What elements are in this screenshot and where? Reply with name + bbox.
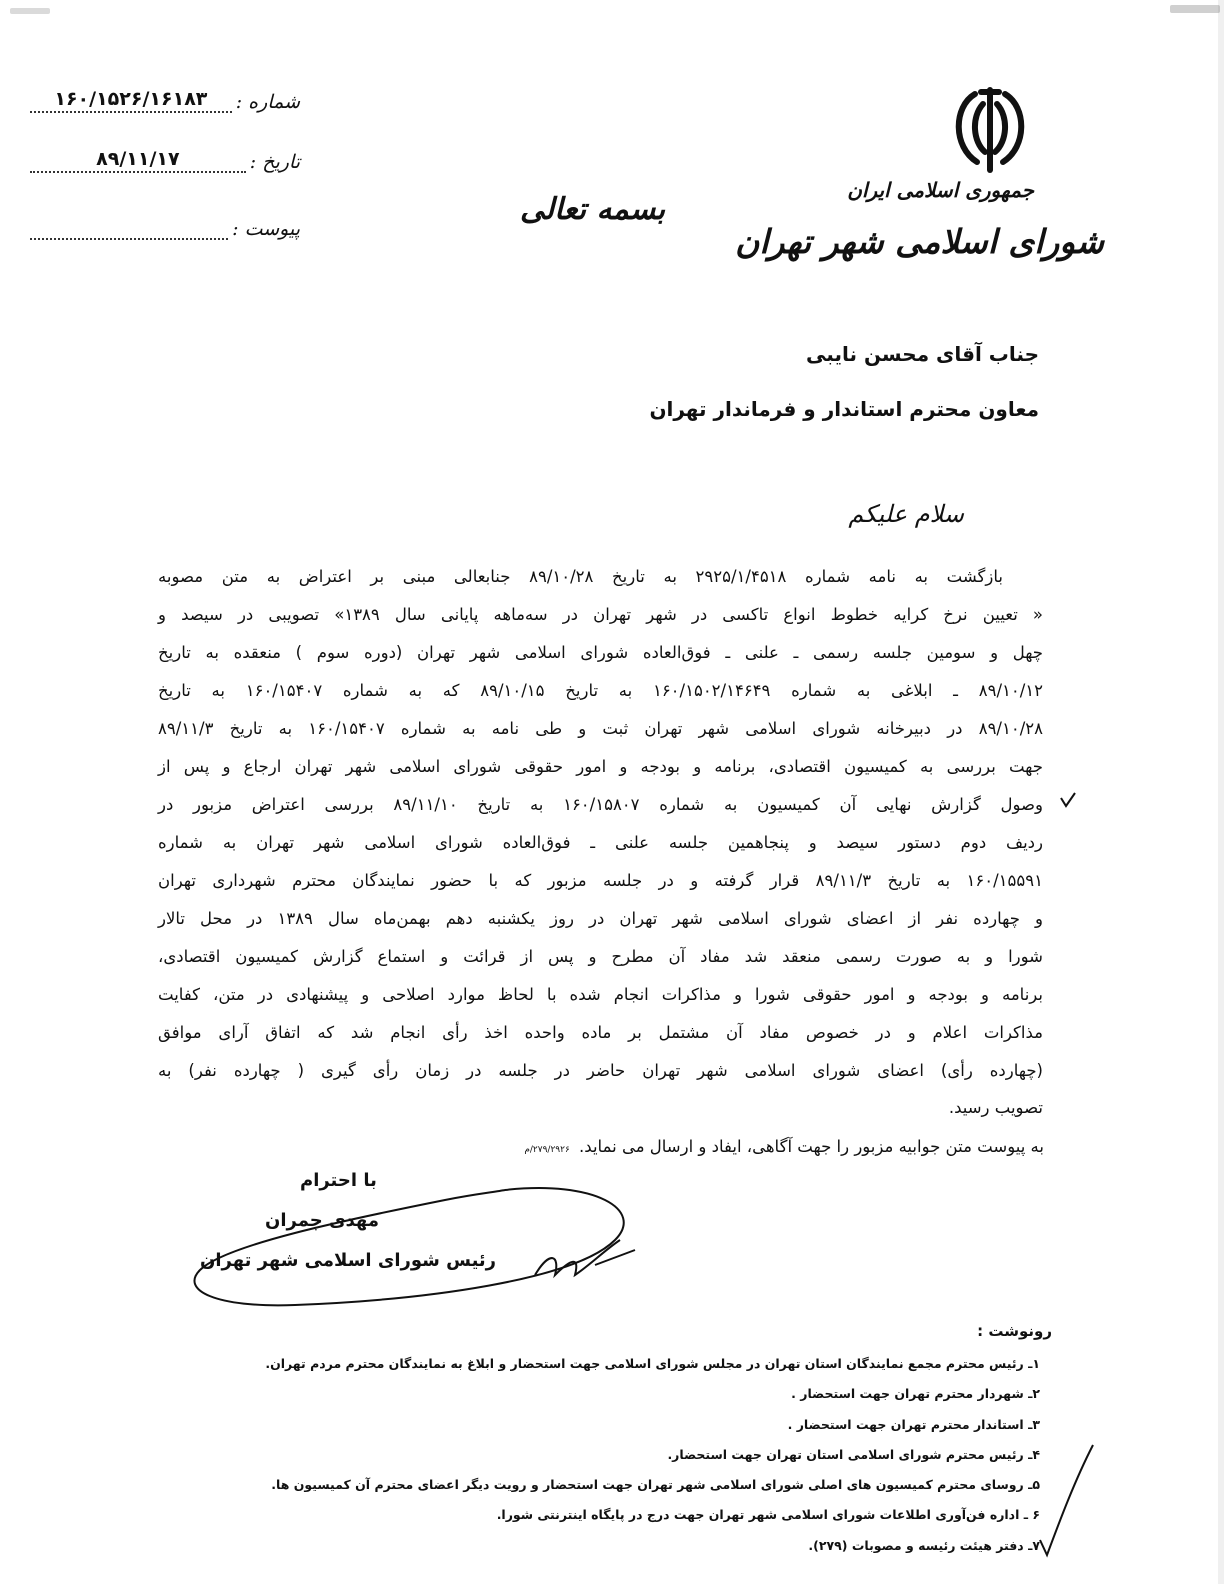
closing-reference: ۲۷۹/۲۹۲۶/م — [524, 1145, 570, 1155]
cc-item: ۶ ـ اداره فن‌آوری اطلاعات شورای اسلامی شهر تهران جهت درج در پایگاه اینترنتی شورا. — [496, 1507, 1040, 1522]
regards-text: با احترام — [300, 1170, 377, 1191]
checkmark-icon — [1058, 790, 1078, 810]
letter-number-field — [30, 88, 300, 113]
body-line: ردیف دوم دستور سیصد و پنجاهمین جلسه علنی ـ فوق‌العاده شورای اسلامی شهر تهران به شماره — [158, 833, 1043, 852]
signature-scribble-icon — [175, 1180, 645, 1320]
scan-speck — [1170, 5, 1220, 13]
greeting: سلام علیکم — [848, 500, 964, 528]
body-line: ۸۹/۱۰/۱۲ ـ ابلاغی به شماره ۱۶۰/۱۵۰۲/۱۴۶۴۹ به تاریخ ۸۹/۱۰/۱۵ که به شماره ۱۶۰/۱۵۴۰۷ به تاریخ — [158, 681, 1044, 700]
letter-number-label: شماره : — [235, 91, 300, 113]
country-name: جمهوری اسلامی ایران — [847, 178, 1034, 202]
body-line: جهت بررسی به کمیسیون اقتصادی، برنامه و بودجه و امور حقوقی شورای اسلامی شهر تهران ارجاع و پس از — [158, 757, 1043, 776]
cc-item: ۵ـ روسای محترم کمیسیون های اصلی شورای اسلامی شهر تهران جهت استحضار و رویت دیگر اعضای محترم آن کمیسیون ها. — [271, 1477, 1040, 1492]
attachment-field — [30, 218, 300, 240]
cc-item: ۲ـ شهردار محترم تهران جهت استحضار . — [791, 1386, 1040, 1401]
attachment-value — [30, 237, 228, 240]
signatory-title: رئیس شورای اسلامی شهر تهران — [200, 1250, 497, 1271]
attachment-label: پیوست : — [232, 218, 300, 240]
letter-date-value: ۸۹/۱۱/۱۷ — [30, 148, 246, 173]
addressee-name: جناب آقای محسن نایبی — [806, 342, 1039, 366]
closing-text: به پیوست متن جوابیه مزبور را جهت آگاهی، ایفاد و ارسال می نماید. — [579, 1137, 1044, 1156]
organization-name: شورای اسلامی شهر تهران — [735, 222, 1104, 261]
body-line: چهل و سومین جلسه رسمی ـ علنی ـ فوق‌العاده شورای اسلامی شهر تهران (دوره سوم ) منعقده به تاریخ — [158, 643, 1043, 662]
body-line: (چهارده رأی) اعضای شورای اسلامی شهر تهران حاضر در جلسه در زمان رأی گیری ( چهارده نفر) به — [158, 1061, 1043, 1080]
body-line: « تعیین نرخ کرایه خطوط انواع تاکسی در شهر تهران در سه‌ماهه پایانی سال ۱۳۸۹» تصویبی در سیصد و — [158, 605, 1043, 624]
signatory-name: مهدی چمران — [265, 1210, 379, 1231]
body-line: شورا و به صورت رسمی منعقد شد مفاد آن مطرح و پس از قرائت و استماع گزارش کمیسیون اقتصادی، — [158, 947, 1043, 966]
checkmark-icon — [1035, 1440, 1095, 1560]
cc-item: ۳ـ استاندار محترم تهران جهت استحضار . — [787, 1417, 1040, 1432]
cc-title: رونوشت : — [977, 1322, 1052, 1340]
iran-emblem-icon — [945, 82, 1035, 177]
cc-item: ۷ـ دفتر هیئت رئیسه و مصوبات (۲۷۹). — [808, 1538, 1040, 1553]
body-line: وصول گزارش نهایی آن کمیسیون به شماره ۱۶۰/۱۵۸۰۷ به تاریخ ۸۹/۱۱/۱۰ بررسی اعتراض مزبور در — [158, 795, 1043, 814]
closing-line — [524, 1137, 1044, 1156]
body-line: ۸۹/۱۰/۲۸ در دبیرخانه شورای اسلامی شهر تهران ثبت و طی نامه به شماره ۱۶۰/۱۵۴۰۷ به تاریخ ۸۹/۱۱/۳ — [158, 719, 1043, 738]
body-line: ۱۶۰/۱۵۵۹۱ به تاریخ ۸۹/۱۱/۳ قرار گرفته و در جلسه مزبور که با حضور نمایندگان محترم شهرداری تهران — [158, 871, 1043, 890]
letter-date-field — [30, 148, 300, 173]
body-line: مذاکرات اعلام و در خصوص مفاد آن مشتمل بر ماده واحده اخذ رأی انجام شد که اتفاق آرای موافق — [158, 1023, 1043, 1042]
scan-speck — [1218, 0, 1224, 1584]
body-line: برنامه و بودجه و امور حقوقی شورا و مذاکرات انجام شده با لحاظ موارد اصلاحی و پیشنهادی در متن، کفایت — [158, 985, 1043, 1004]
addressee-title: معاون محترم استاندار و فرماندار تهران — [649, 397, 1039, 421]
body-line: و چهارده نفر از اعضای شورای اسلامی شهر تهران در روز یکشنبه دهم بهمن‌ماه سال ۱۳۸۹ در محل تالار — [158, 909, 1043, 928]
invocation-text: بسمه تعالی — [520, 192, 666, 227]
letter-date-label: تاریخ : — [249, 151, 300, 173]
body-line: تصویب رسید. — [948, 1098, 1043, 1117]
cc-item: ۴ـ رئیس محترم شورای اسلامی استان تهران جهت استحضار. — [667, 1447, 1040, 1462]
letter-number-value: ۱۶۰/۱۵۲۶/۱۶۱۸۳ — [30, 88, 232, 113]
cc-item: ۱ـ رئیس محترم مجمع نمایندگان استان تهران در مجلس شورای اسلامی جهت استحضار و ابلاغ به نمایندگان محترم مردم تهران. — [265, 1356, 1040, 1371]
body-line: بازگشت به نامه شماره ۲۹۲۵/۱/۴۵۱۸ به تاریخ ۸۹/۱۰/۲۸ جنابعالی مبنی بر اعتراض به متن مصوبه — [158, 567, 1003, 586]
scan-speck — [10, 8, 50, 14]
